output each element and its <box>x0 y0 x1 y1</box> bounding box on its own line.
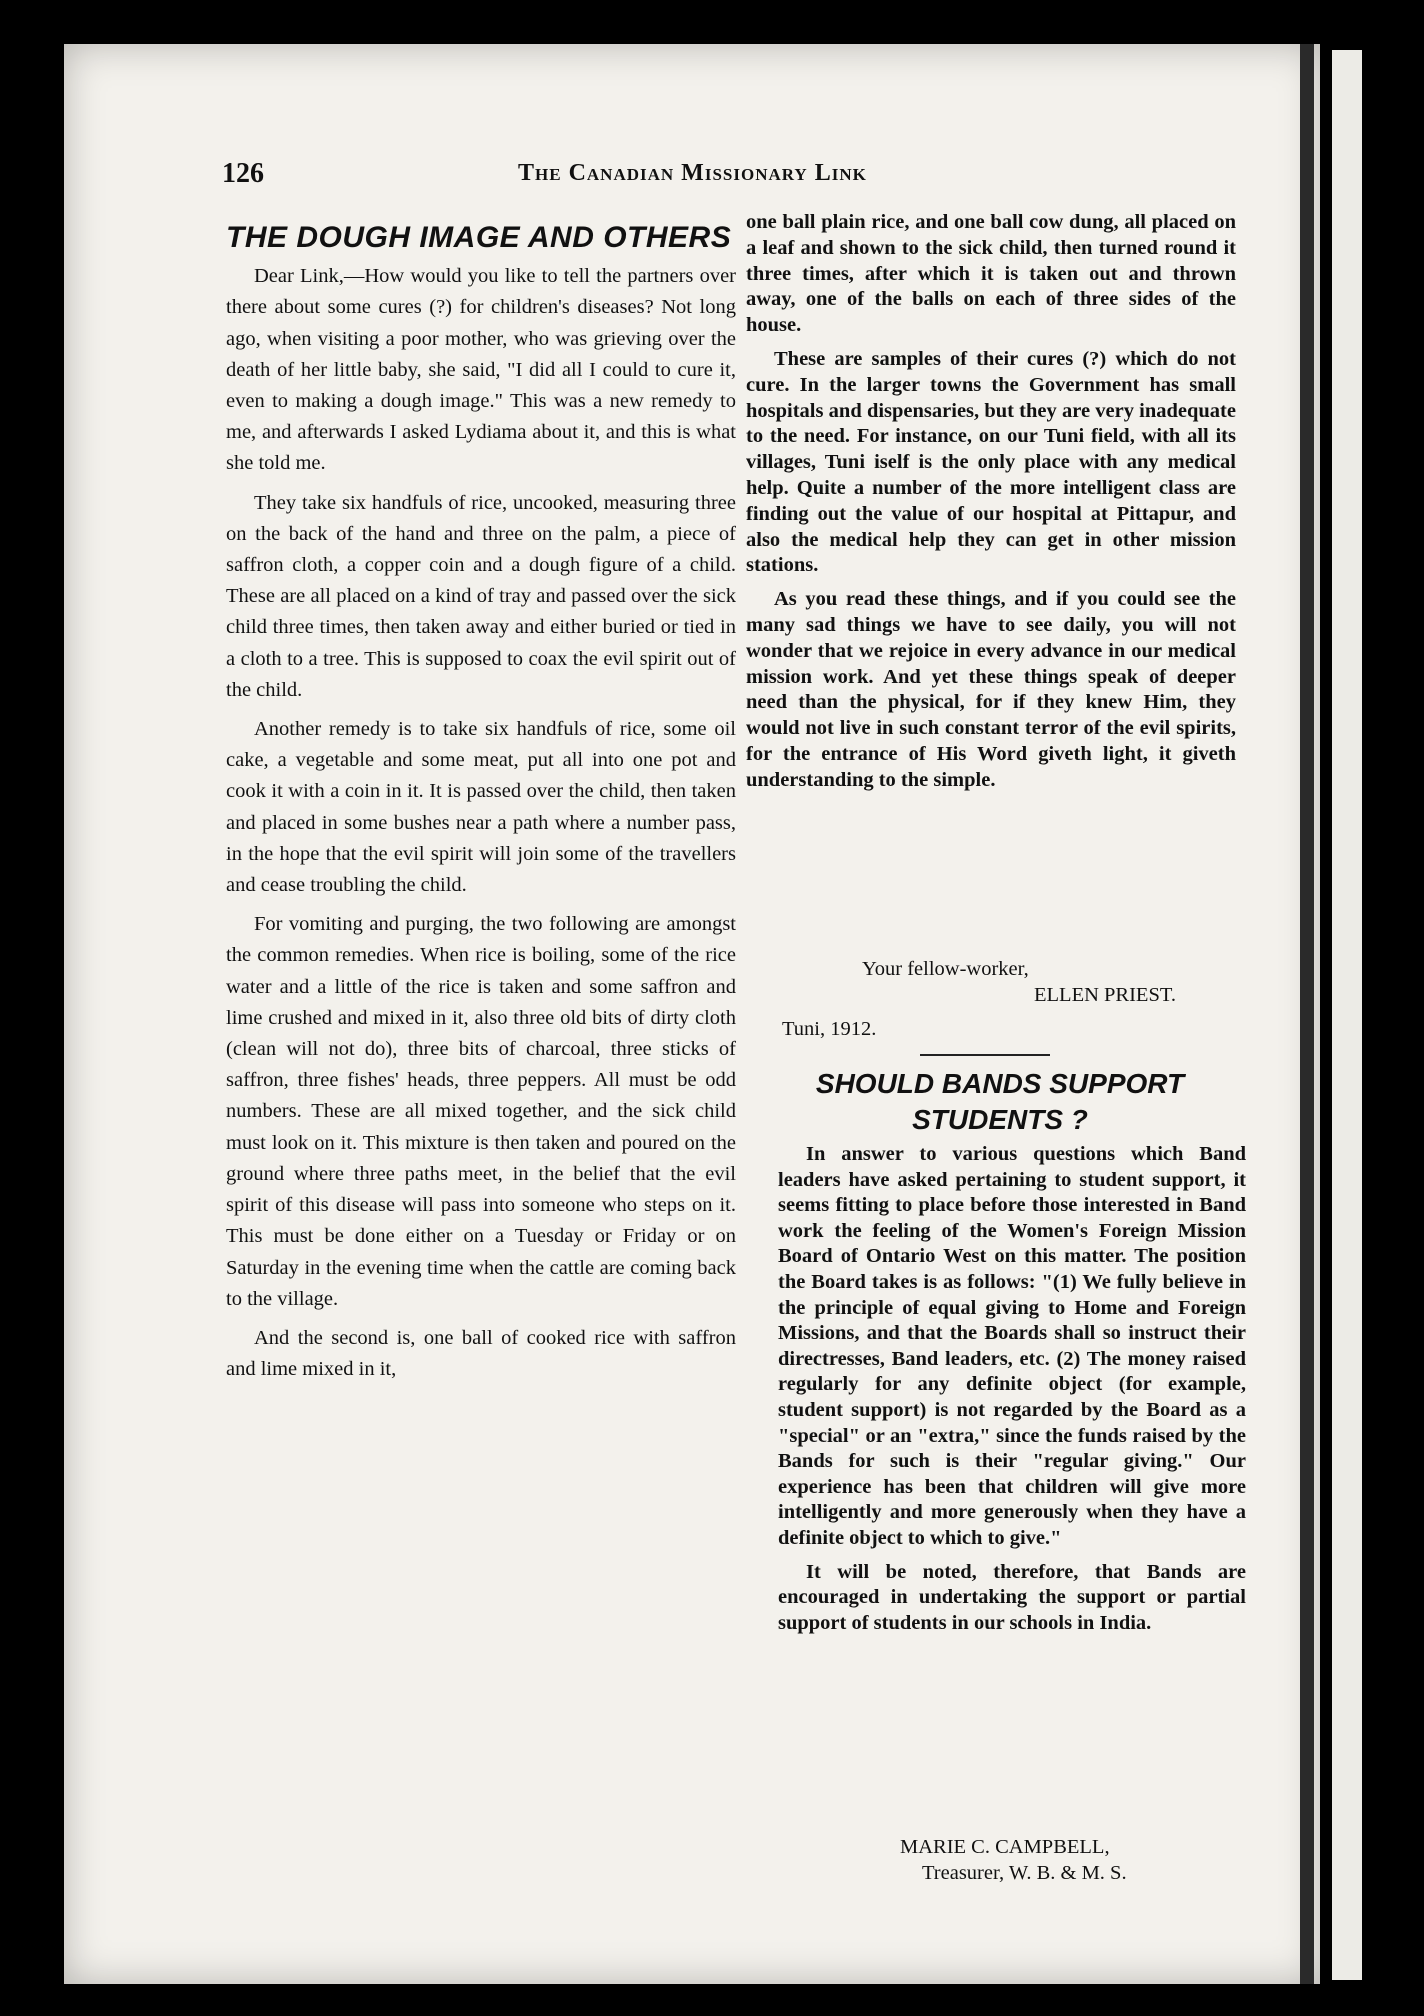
article1-paragraph: And the second is, one ball of cooked rice with saffron and lime mixed in it, <box>226 1326 736 1381</box>
article1-left-column <box>226 222 736 1393</box>
article1-paragraph: They take six handfuls of rice, uncooked, measuring three on the back of the hand and three on the palm, a piece of saffron cloth, a copper coin and a dough figure of a child. These are all placed on a kind of tray and passed over the sick child three times, then taken away and either buried or tied in a cloth to a tree. This is supposed to coax the evil spirit out of the child. <box>226 491 736 701</box>
article2-paragraph: In answer to various questions which Band leaders have asked pertaining to student support, it seems fitting to place before those interested in Band work the feeling of the Women's Foreign Mission Board of Ontario West on this matter. The position the Board takes is as follows: "(1) We fully believe in the principle of equal giving to Home and Foreign Missions, and that the Boards shall so instruct their directresses, Band leaders, etc. (2) The money raised regularly for any definite object (for example, student support) is not regarded by the Board as a "special" or an "extra," since the funds raised by the Bands for such is their "regular giving." Our experience has been that children will give more intelligently and more generously when they have a definite object to which to give." <box>778 1143 1246 1549</box>
article1-closing: Your fellow-worker, <box>862 958 1029 980</box>
article1-paragraph: Another remedy is to take six handfuls of rice, some oil cake, a vegetable and some meat, put all into one pot and cook it with a coin in it. It is passed over the child, then taken and placed in some bushes near a path where a number pass, in the hope that the evil spirit will join some of the travellers and cease troubling the child. <box>226 718 736 897</box>
article1-title: THE DOUGH IMAGE AND OTHERS <box>226 221 732 254</box>
running-title: The Canadian Missionary Link <box>518 160 867 186</box>
article1-paragraph: These are samples of their cures (?) which do not cure. In the larger towns the Government has small hospitals and dispensaries, but they are very inadequate to the need. For instance, on our Tuni field, with all its villages, Tuni iself is the only place with any medical help. Quite a number of the more intelligent class are finding out the value of our hospital at Pittapur, and also the medical help they can get in other mission stations. <box>746 347 1236 577</box>
page-gutter-shadow <box>1300 44 1314 1984</box>
article2-paragraph: It will be noted, therefore, that Bands are encouraged in undertaking the support or partial support of students in our schools in India. <box>778 1560 1246 1634</box>
article1-paragraph: Dear Link,—How would you like to tell the partners over there about some cures (?) for children's diseases? Not long ago, when visiting a poor mother, who was grieving over the death of her little baby, she said, "I did all I could to cure it, even to making a dough image." This was a new remedy to me, and afterwards I asked Lydiama about it, and this is what she told me. <box>226 265 736 475</box>
article1-paragraph: For vomiting and purging, the two following are amongst the common remedies. When rice is boiling, some of the rice water and a little of the rice is taken and some saffron and lime crushed and mixed in it, also three old bits of dirty cloth (clean will not do), three bits of charcoal, three sticks of saffron, three fishes' heads, three peppers. All must be odd numbers. These are all mixed together, and the sick child must look on it. This mixture is then taken and poured on the ground where three paths meet, in the belief that the evil spirit of this disease will pass into someone who steps on it. This must be done either on a Tuesday or Friday or on Saturday in the evening time when the cattle are coming back to the village. <box>226 913 736 1310</box>
section-divider <box>920 1054 1050 1056</box>
article2-body <box>778 1142 1246 1644</box>
article2-signature: MARIE C. CAMPBELL, <box>900 1836 1110 1858</box>
next-page-edge <box>1332 50 1362 1980</box>
page-header <box>222 158 982 198</box>
page-number: 126 <box>222 158 264 189</box>
article1-signature: ELLEN PRIEST. <box>1034 984 1176 1006</box>
article1-paragraph: one ball plain rice, and one ball cow dung, all placed on a leaf and shown to the sick child, then turned round it three times, after which it is taken out and thrown away, one of the balls on each of three sides of the house. <box>746 211 1236 337</box>
article1-right-column <box>746 210 1236 802</box>
article2-signature-title: Treasurer, W. B. & M. S. <box>922 1862 1127 1884</box>
article2-title-line2: STUDENTS ? <box>912 1104 1088 1135</box>
article1-paragraph: As you read these things, and if you could see the many sad things we have to see daily, you will not wonder that we rejoice in every advance in our medical mission work. And yet these things speak of deeper need than the physical, for if they knew Him, they would not live in such constant terror of the evil spirits, for the entrance of His Word giveth light, it giveth understanding to the simple. <box>746 588 1236 791</box>
article1-place-date: Tuni, 1912. <box>782 1018 877 1040</box>
article2-title <box>760 1066 1240 1138</box>
article2-title-line1: SHOULD BANDS SUPPORT <box>815 1068 1185 1099</box>
